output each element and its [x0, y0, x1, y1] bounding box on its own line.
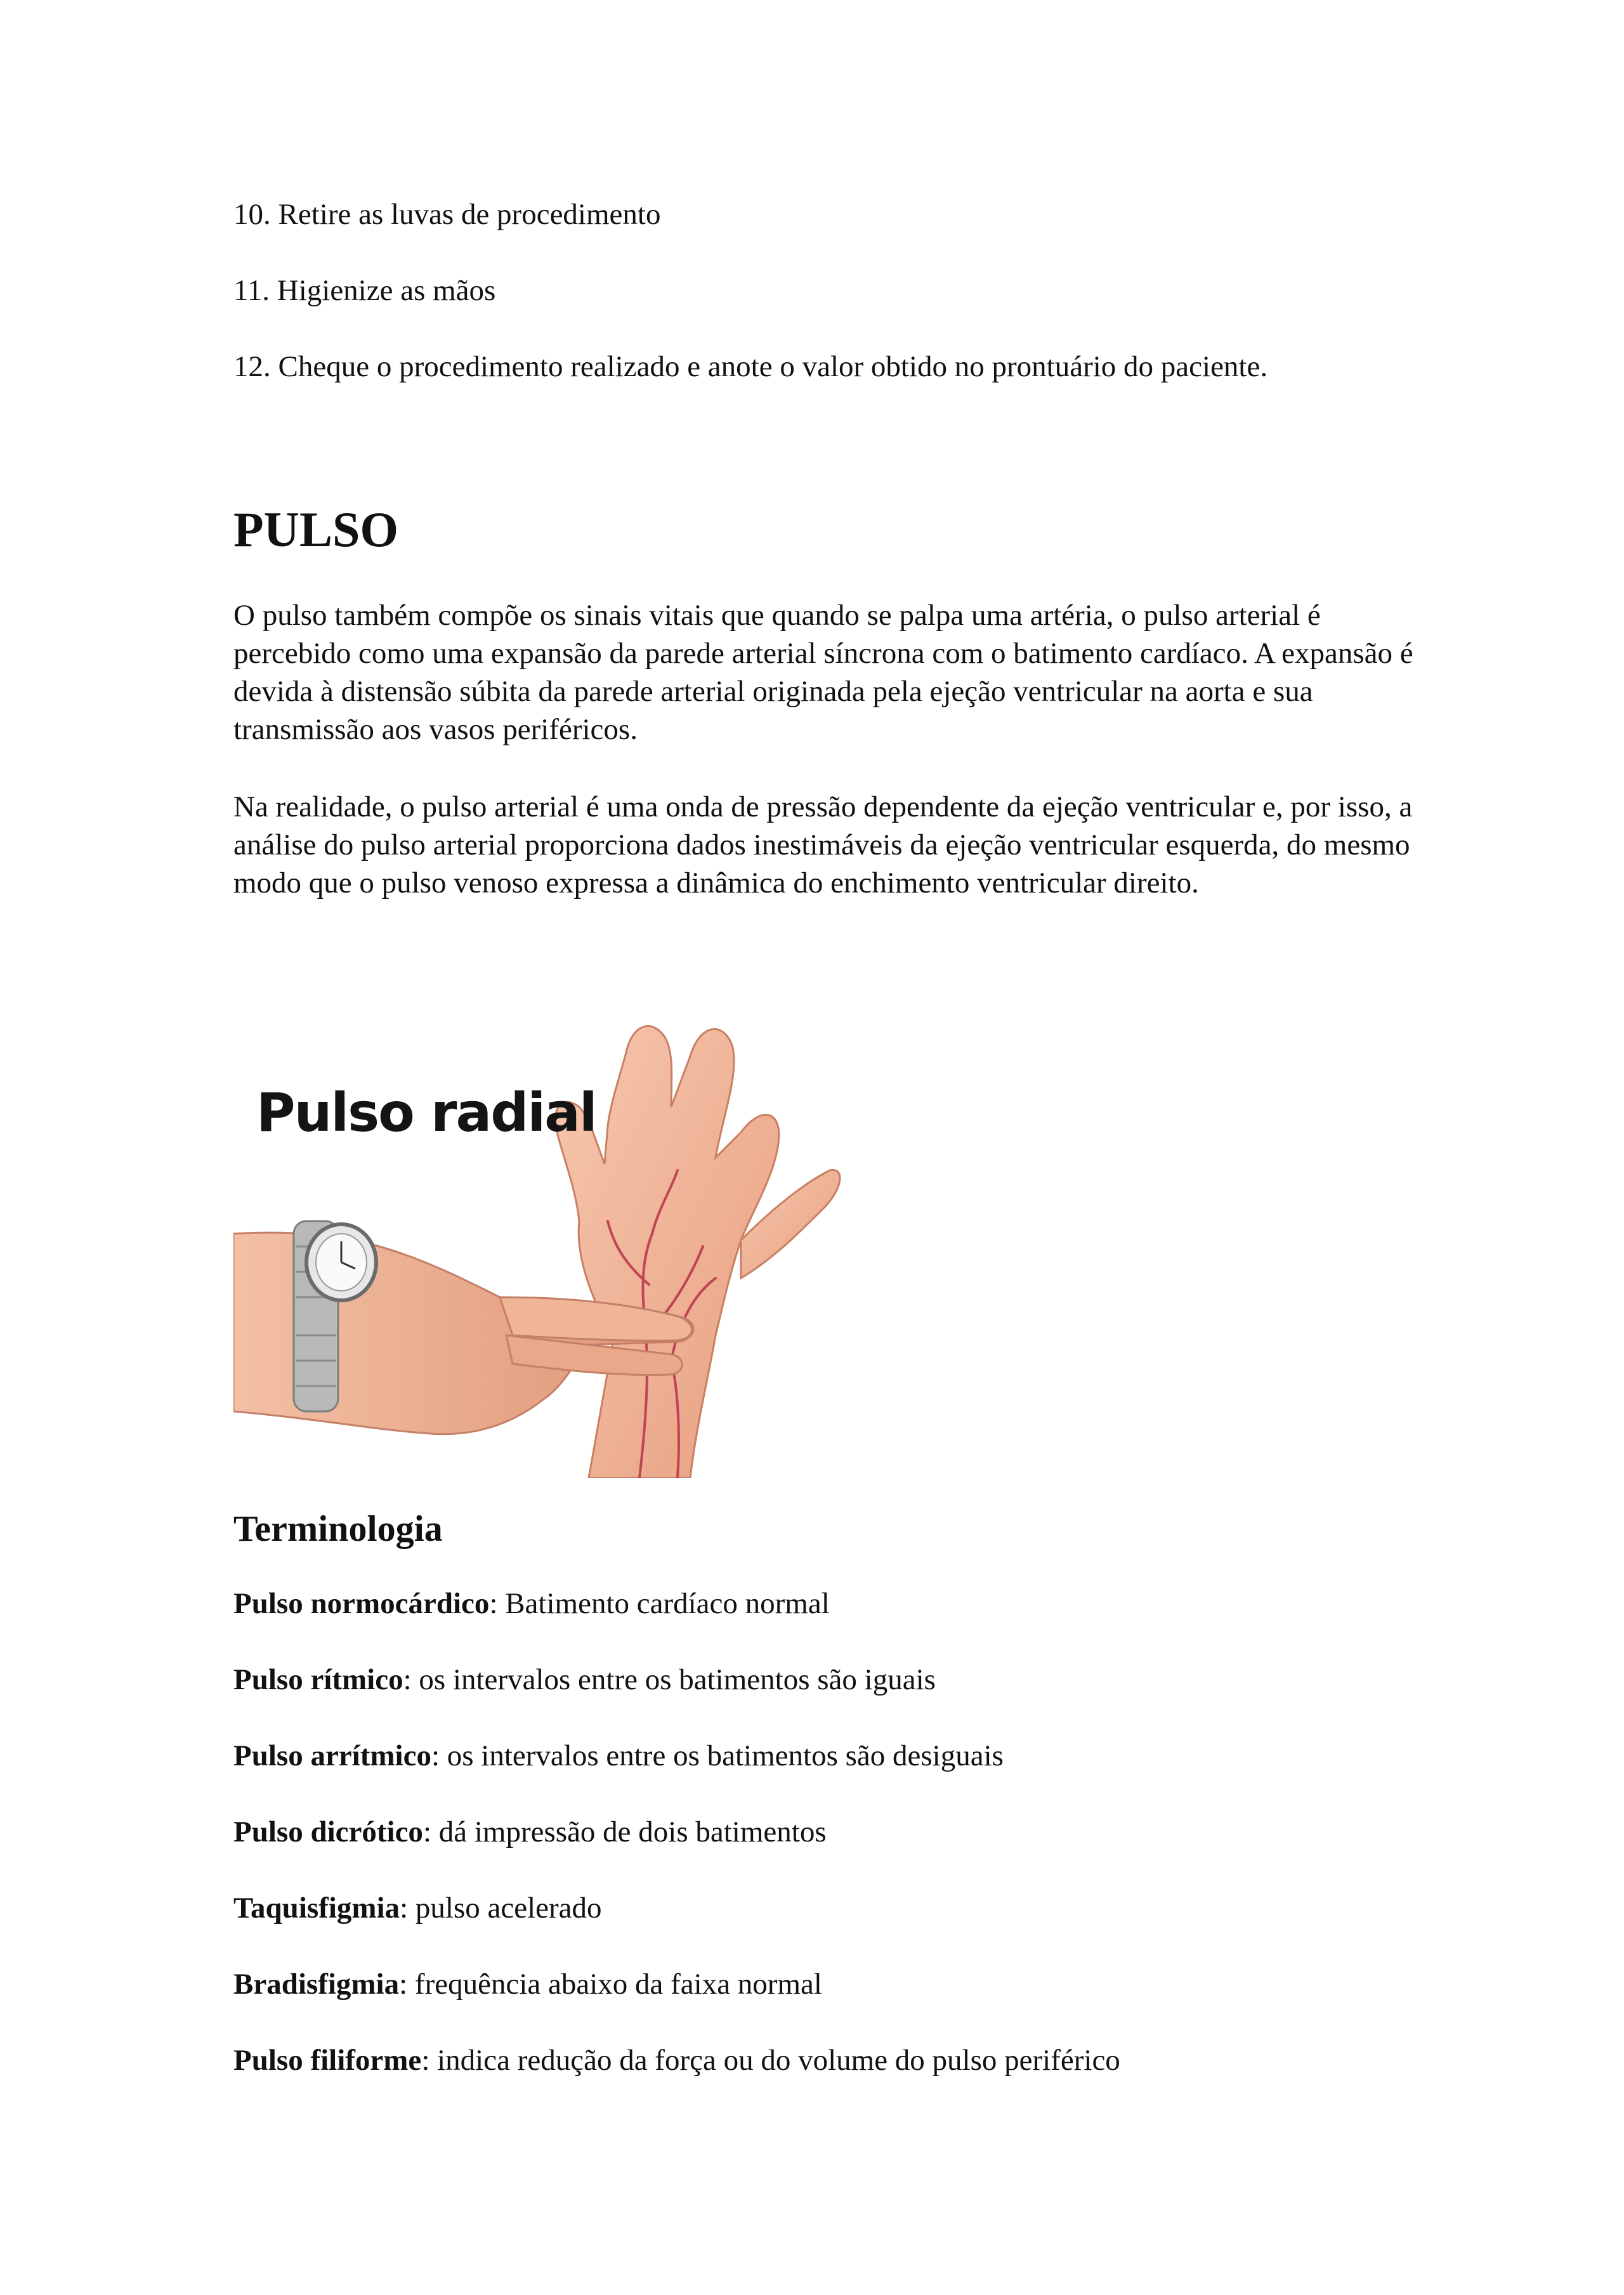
step-11: 11. Higienize as mãos [233, 274, 496, 307]
term-name: Pulso dicrótico [233, 1815, 423, 1848]
document-page [233, 0, 1439, 2295]
term-name: Pulso arrítmico [233, 1739, 431, 1772]
term-item [233, 1737, 1004, 1775]
figure-label: Pulso radial [256, 1082, 596, 1144]
section-title: PULSO [233, 502, 399, 557]
term-name: Taquisfigmia [233, 1892, 400, 1925]
term-definition: : Batimento cardíaco normal [489, 1587, 830, 1620]
term-item [233, 1889, 602, 1927]
radial-pulse-figure [233, 980, 842, 1478]
term-name: Bradisfigmia [233, 1968, 400, 2001]
term-definition: : indica redução da força ou do volume do pulso periférico [421, 2044, 1120, 2077]
terminology-title: Terminologia [233, 1508, 443, 1549]
term-definition: : frequência abaixo da faixa normal [399, 1968, 822, 2001]
term-item [233, 1585, 830, 1623]
term-definition: : os intervalos entre os batimentos são iguais [403, 1663, 936, 1696]
term-definition: : dá impressão de dois batimentos [422, 1815, 827, 1848]
term-definition: : os intervalos entre os batimentos são desiguais [431, 1739, 1004, 1772]
step-12: 12. Cheque o procedimento realizado e anote o valor obtido no prontuário do paciente. [233, 350, 1268, 383]
term-name: Pulso normocárdico [233, 1587, 490, 1620]
paragraph-pulse-wave: Na realidade, o pulso arterial é uma onda de pressão dependente da ejeção ventricular e, por isso, a análise do pulso arterial proporciona dados inestimáveis da ejeção ventricular esquerda, do mesmo modo que o pulso venoso expressa a dinâmica do enchimento ventricular direito. [233, 790, 1413, 899]
paragraph-pulse-definition: O pulso também compõe os sinais vitais que quando se palpa uma artéria, o pulso arterial é percebido como uma expansão da parede arterial síncrona com o batimento cardíaco. A expansão é devida à distensão súbita da parede arterial originada pela ejeção ventricular na aorta e sua transmissão aos vasos periféricos. [233, 599, 1413, 746]
term-item [233, 1965, 822, 2003]
term-item [233, 1813, 827, 1851]
step-10: 10. Retire as luvas de procedimento [233, 198, 661, 231]
term-item [233, 2041, 1120, 2079]
term-name: Pulso filiforme [233, 2044, 422, 2077]
term-definition: : pulso acelerado [400, 1892, 602, 1925]
term-item [233, 1661, 936, 1699]
term-name: Pulso rítmico [233, 1663, 403, 1696]
hand-wrist-illustration [233, 980, 842, 1478]
